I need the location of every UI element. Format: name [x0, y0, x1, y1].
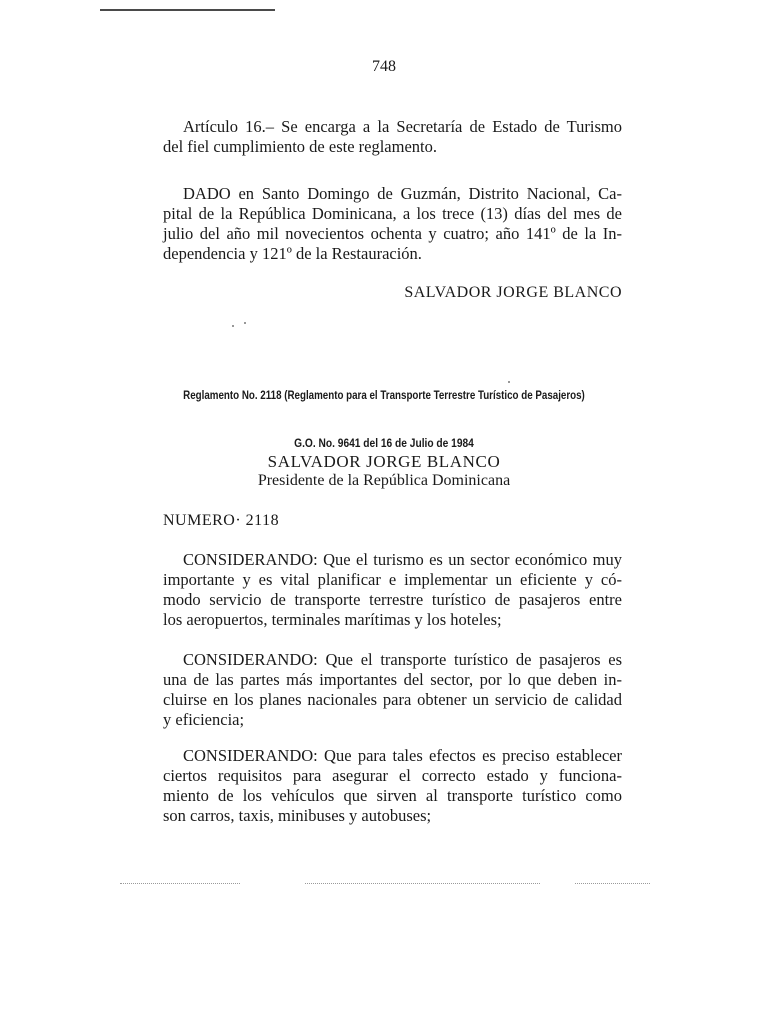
- considerando-line: son carros, taxis, minibuses y autobuses;: [163, 806, 432, 825]
- scan-speck: [508, 381, 510, 383]
- considerando-line: importante y es vital planificar e implementar un eficiente y có-: [163, 570, 622, 589]
- dado-paragraph: [163, 184, 622, 264]
- president-name: SALVADOR JORGE BLANCO: [267, 452, 501, 471]
- signature: SALVADOR JORGE BLANCO: [404, 284, 622, 301]
- considerando-line: CONSIDERANDO: Que para tales efectos es preciso establecer: [183, 746, 622, 765]
- considerando-line: una de las partes más importantes del sector, por lo que deben in-: [163, 670, 622, 689]
- considerando-line: cluirse en los planes nacionales para obtener un servicio de calidad: [163, 690, 622, 709]
- considerando-line: modo servicio de transporte terrestre turístico de pasajeros entre: [163, 590, 622, 609]
- scan-artifact-top-line: [100, 9, 275, 11]
- article-16-paragraph: [163, 117, 622, 157]
- considerando-line: los aeropuertos, terminales marítimas y los hoteles;: [163, 610, 502, 629]
- considerando-line: ciertos requisitos para asegurar el correcto estado y funciona-: [163, 766, 622, 785]
- considerando-paragraph: [163, 650, 622, 730]
- considerando-line: CONSIDERANDO: Que el turismo es un sector económico muy: [183, 550, 622, 569]
- considerando-paragraph: [163, 550, 622, 630]
- regulation-title: Reglamento No. 2118 (Reglamento para el Transporte Terrestre Turístico de Pasajeros): [183, 390, 585, 402]
- scan-artifact-dotted-line: [575, 883, 650, 885]
- president-title: Presidente de la República Dominicana: [257, 472, 511, 489]
- gazette-reference: G.O. No. 9641 del 16 de Julio de 1984: [294, 436, 474, 450]
- decree-number: NUMERO· 2118: [163, 512, 280, 529]
- considerando-line: y eficiencia;: [163, 710, 245, 729]
- scan-artifact-dotted-line: [305, 883, 540, 885]
- scan-speck: [244, 322, 246, 324]
- considerando-paragraph: [163, 746, 622, 826]
- dado-line: DADO en Santo Domingo de Guzmán, Distrito Nacional, Ca-: [183, 184, 622, 203]
- considerando-line: miento de los vehículos que sirven al transporte turístico como: [163, 786, 622, 805]
- article-line: Artículo 16.– Se encarga a la Secretaría de Estado de Turismo: [183, 117, 622, 136]
- page-number: 748: [372, 58, 396, 75]
- dado-line: julio del año mil novecientos ochenta y cuatro; año 141º de la In-: [163, 224, 622, 243]
- scan-artifact-dotted-line: [120, 883, 240, 885]
- article-line: del fiel cumplimiento de este reglamento.: [163, 137, 437, 156]
- scan-speck: [232, 325, 234, 327]
- considerando-line: CONSIDERANDO: Que el transporte turístico de pasajeros es: [183, 650, 622, 669]
- dado-line: pital de la República Dominicana, a los trece (13) días del mes de: [163, 204, 622, 223]
- dado-line: dependencia y 121º de la Restauración.: [163, 244, 422, 263]
